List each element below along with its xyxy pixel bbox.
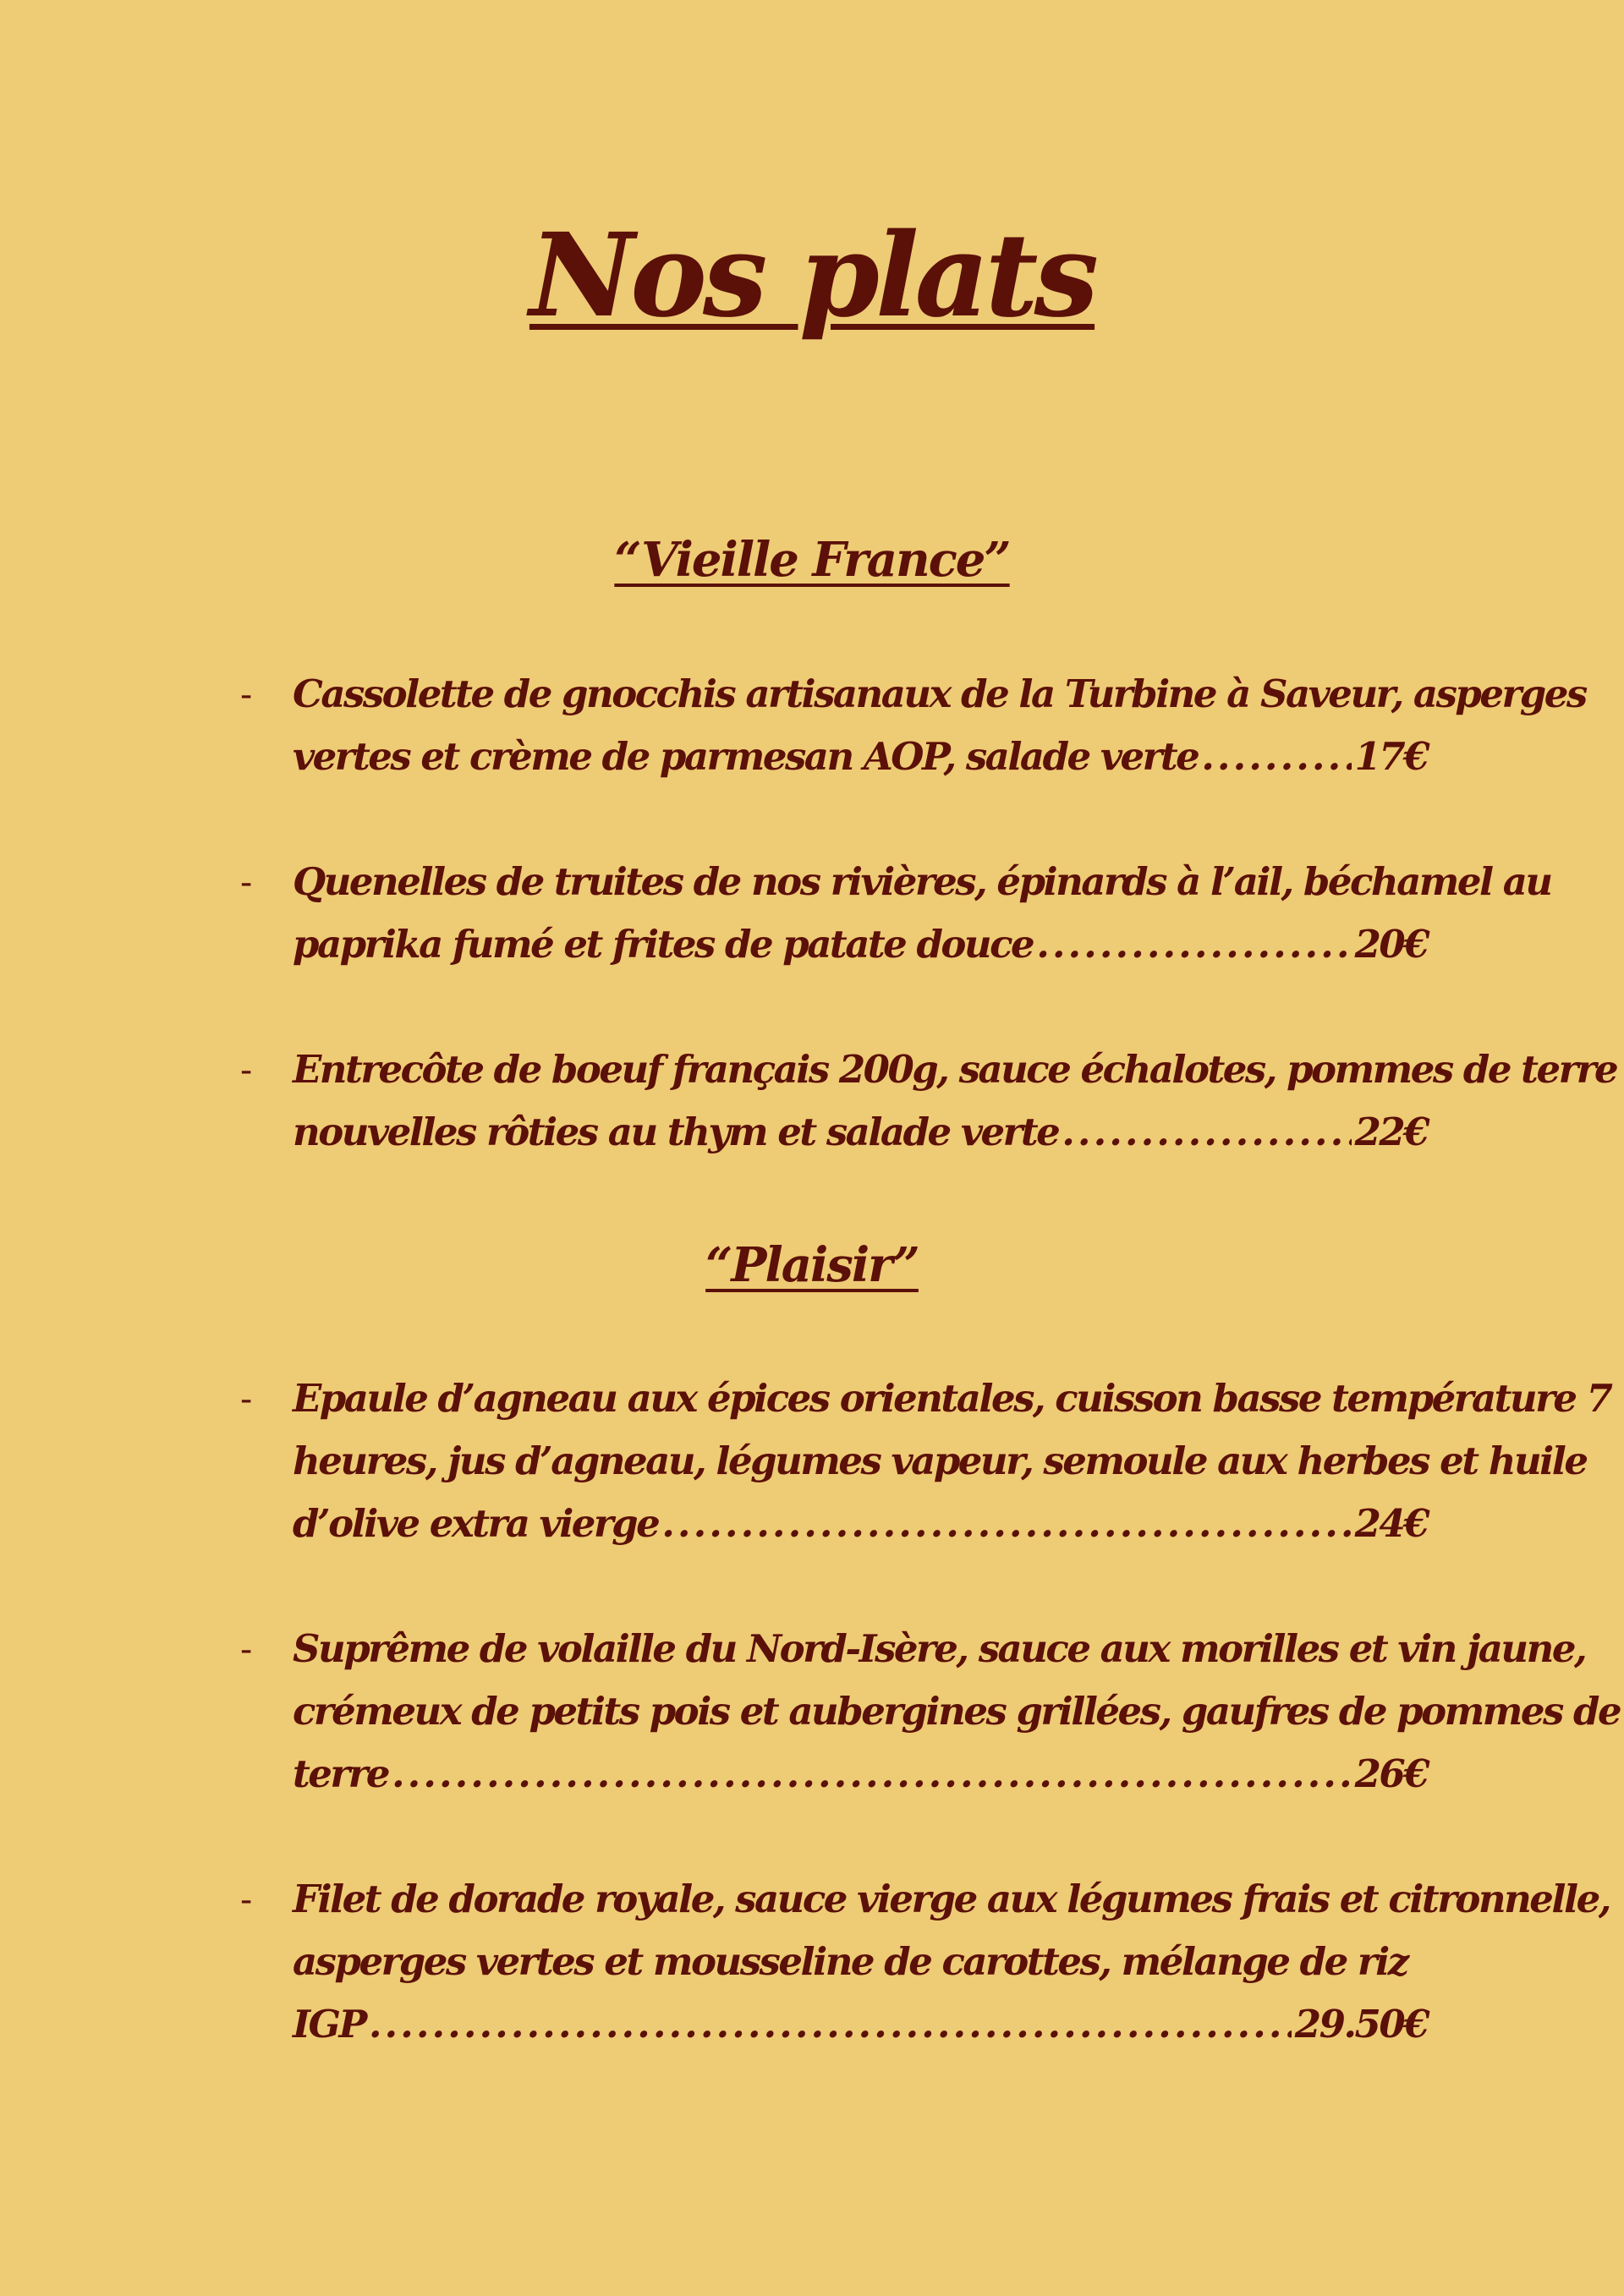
dish-price: 22€ <box>1354 1110 1428 1154</box>
dish-bullet: - <box>240 1378 253 1419</box>
dish-bullet: - <box>240 673 253 715</box>
dot-leader <box>661 1493 1351 1555</box>
dot-leader <box>1201 726 1351 788</box>
dish-bullet: - <box>240 1878 253 1920</box>
dish-price: 26€ <box>1354 1751 1428 1796</box>
dot-leader <box>1036 913 1351 976</box>
dish-bullet: - <box>240 1049 253 1090</box>
dish-description: Epaule d’agneau aux épices orientales, cuisson basse température 7 heures, jus d’agneau, légumes vapeur, semoule aux herbes et huile d’olive extra vierge ..... 24€ <box>293 1367 1426 1555</box>
page-title: Nos plats <box>529 208 1095 343</box>
dish-price: 20€ <box>1354 922 1428 967</box>
dish-price: 24€ <box>1354 1501 1428 1546</box>
dish-bullet: - <box>240 1628 253 1669</box>
dish-price: 17€ <box>1354 734 1428 779</box>
dish-description: Suprême de volaille du Nord-Isère, sauce aux morilles et vin jaune, crémeux de petits pois et aubergines grillées, gaufres de pommes de terre ..... 26€ <box>293 1618 1426 1806</box>
dish-description: Cassolette de gnocchis artisanaux de la Turbine à Saveur, asperges vertes et crème de parmesan AOP, salade verte ..... 17€ <box>293 663 1426 788</box>
dot-leader <box>392 1743 1352 1806</box>
section-title-plaisir: “Plaisir” <box>705 1237 919 1293</box>
dish-price: 29.50€ <box>1294 2002 1428 2047</box>
dish-description: Entrecôte de boeuf français 200g, sauce échalotes, pommes de terre nouvelles rôties au thym et salade verte ..... 22€ <box>293 1038 1426 1164</box>
dot-leader <box>369 1993 1292 2056</box>
dish-description: Filet de dorade royale, sauce vierge aux légumes frais et citronnelle, asperges vertes et mousseline de carottes, mélange de riz IGP ..... 29.50€ <box>293 1868 1426 2056</box>
dot-leader <box>1062 1101 1351 1164</box>
section-title-vieille-france: “Vieille France” <box>614 532 1010 588</box>
dish-description: Quenelles de truites de nos rivières, épinards à l’ail, béchamel au paprika fumé et frites de patate douce ..... 20€ <box>293 851 1426 976</box>
dish-bullet: - <box>240 861 253 902</box>
